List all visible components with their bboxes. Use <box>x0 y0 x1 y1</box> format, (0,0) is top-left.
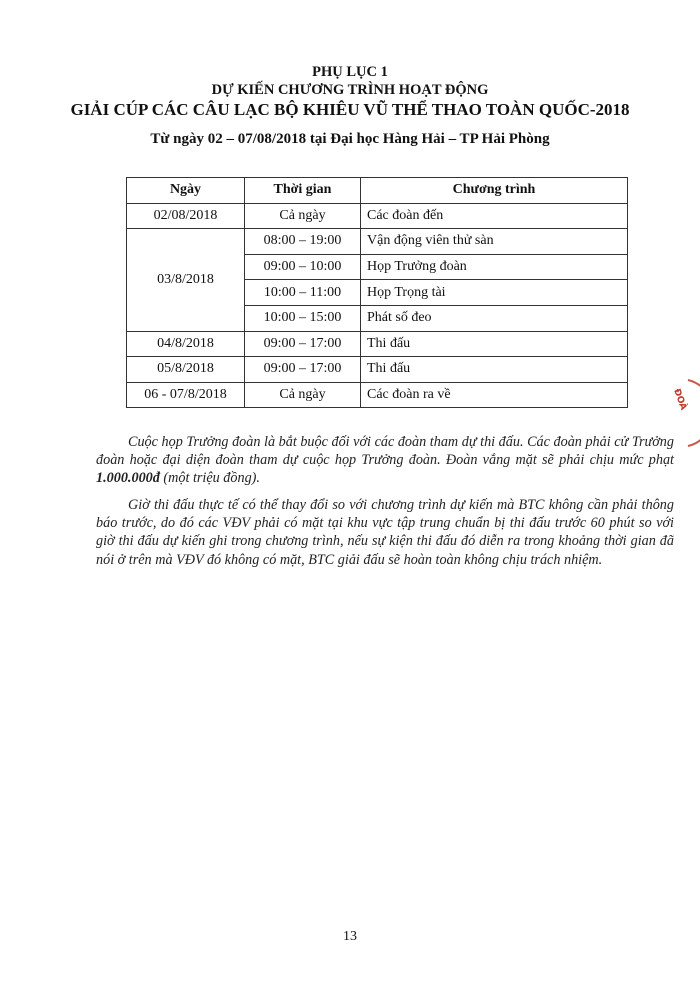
fine-amount: 1.000.000đ <box>96 470 160 487</box>
row-time: Cả ngày <box>245 382 361 408</box>
dates-venue: Từ ngày 02 – 07/08/2018 tại Đại học Hàng Hải – TP Hải Phòng <box>150 131 550 147</box>
document-title: GIẢI CÚP CÁC CÂU LẠC BỘ KHIÊU VŨ THỂ THAO TOÀN QUỐC-2018 <box>70 100 630 119</box>
table-row <box>127 382 628 408</box>
schedule-table <box>126 177 628 408</box>
row-day: 06 - 07/8/2018 <box>127 382 245 408</box>
appendix-label: PHỤ LỤC 1 <box>312 64 388 80</box>
row-time: Cả ngày <box>245 203 361 229</box>
note-text: Cuộc họp Trưởng đoàn là bắt buộc đối với các đoàn tham dự thi đấu. Các đoàn phải cử Trưởng đoàn hoặc đại diện đoàn tham dự cuộc họp Trưởng đoàn. Đoàn vắng mặt sẽ phải chịu mức phạt <box>96 434 674 469</box>
row-day: 04/8/2018 <box>127 331 245 357</box>
table-header-row <box>127 178 628 204</box>
note-paragraph-meeting <box>96 433 674 488</box>
row-program: Họp Trọng tài <box>361 280 628 306</box>
row-time: 10:00 – 11:00 <box>245 280 361 306</box>
document-subtitle: DỰ KIẾN CHƯƠNG TRÌNH HOẠT ĐỘNG <box>211 82 489 98</box>
red-stamp-fragment <box>660 378 700 448</box>
table-row <box>127 357 628 383</box>
table-row <box>127 331 628 357</box>
row-program: Thi đấu <box>361 357 628 383</box>
row-day: 05/8/2018 <box>127 357 245 383</box>
row-time: 09:00 – 10:00 <box>245 254 361 280</box>
header-day: Ngày <box>127 178 245 204</box>
row-day: 03/8/2018 <box>127 229 245 331</box>
stamp-text: ĐOÀ <box>671 387 689 412</box>
header-time: Thời gian <box>245 178 361 204</box>
page-number: 13 <box>343 929 357 944</box>
row-program: Thi đấu <box>361 331 628 357</box>
table-row <box>127 229 628 255</box>
note-paragraph-schedule: Giờ thi đấu thực tế có thể thay đổi so với chương trình dự kiến mà BTC không cần phải thông báo trước, do đó các VĐV phải có mặt tại khu vực tập trung chuẩn bị thi đấu trước 60 phút so với giờ thi đấu dự kiến ghi trong chương trình, nếu sự kiện thi đấu đó diễn ra trong khoảng thời gian đã nói ở trên mà VĐV đó không có mặt, BTC giải đấu sẽ hoàn toàn không chịu trách nhiệm. <box>96 497 674 568</box>
row-program: Phát số đeo <box>361 305 628 331</box>
row-program: Vận động viên thử sàn <box>361 229 628 255</box>
row-time: 10:00 – 15:00 <box>245 305 361 331</box>
row-program: Các đoàn đến <box>361 203 628 229</box>
note-text: (một triệu đồng). <box>159 470 260 487</box>
row-time: 09:00 – 17:00 <box>245 357 361 383</box>
row-program: Họp Trưởng đoàn <box>361 254 628 280</box>
row-time: 09:00 – 17:00 <box>245 331 361 357</box>
row-program: Các đoàn ra về <box>361 382 628 408</box>
row-time: 08:00 – 19:00 <box>245 229 361 255</box>
row-day: 02/08/2018 <box>127 203 245 229</box>
header-program: Chương trình <box>361 178 628 204</box>
table-row <box>127 203 628 229</box>
